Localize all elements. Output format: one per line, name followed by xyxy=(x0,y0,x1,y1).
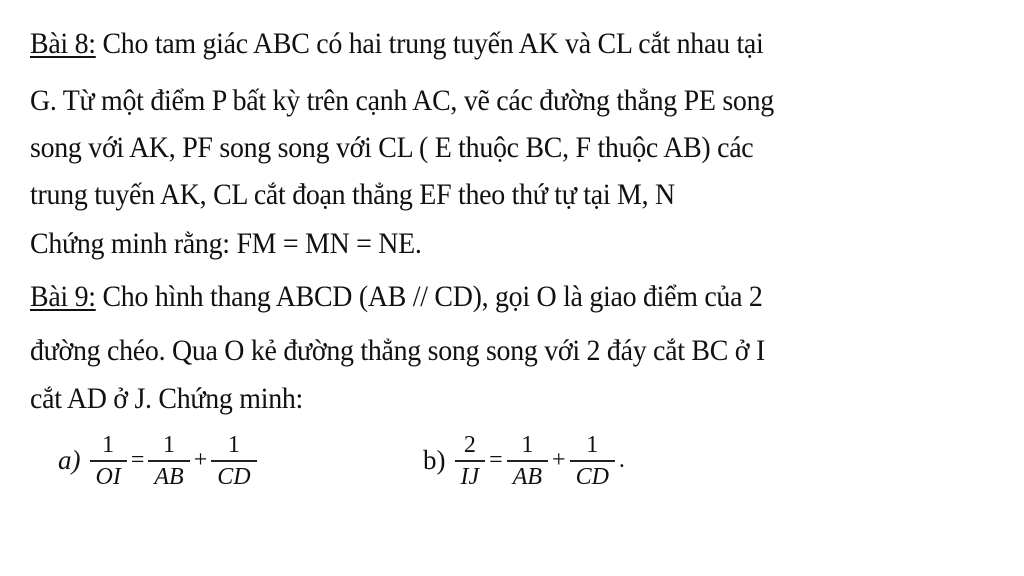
formula-a-equals: = xyxy=(130,447,145,474)
formula-b xyxy=(423,430,626,492)
formula-b-label: b) xyxy=(423,445,446,476)
formula-b-term2-fraction xyxy=(570,430,615,492)
formula-b-term2-denominator: CD xyxy=(575,463,609,490)
formula-a-term2-numerator: 1 xyxy=(227,432,240,458)
bai8-line-4: trung tuyến AK, CL cắt đoạn thẳng EF theo thứ tự tại M, N xyxy=(30,178,675,211)
bai9-line-1 xyxy=(30,279,763,315)
bai8-line-1 xyxy=(30,26,764,62)
bai9-text-1: Cho hình thang ABCD (AB // CD), gọi O là giao điểm của 2 xyxy=(95,280,763,313)
formula-a-lhs-numerator: 1 xyxy=(102,432,115,458)
bai8-line-5: Chứng minh rằng: FM = MN = NE. xyxy=(30,227,422,260)
bai8-title: Bài 8: xyxy=(30,27,96,60)
formula-b-plus: + xyxy=(552,447,566,474)
formula-a-label: a) xyxy=(58,445,81,476)
bai8-text-1: Cho tam giác ABC có hai trung tuyến AK và CL cắt nhau tại xyxy=(95,27,764,60)
formula-a-plus: + xyxy=(193,447,208,474)
formula-b-term1-fraction xyxy=(507,430,548,492)
bai9-line-3: cắt AD ở J. Chứng minh: xyxy=(30,382,304,415)
formula-a-term2-fraction xyxy=(211,430,256,492)
formula-b-lhs-denominator: IJ xyxy=(460,463,480,490)
formula-b-equals: = xyxy=(489,447,503,474)
formula-a-term1-numerator: 1 xyxy=(163,432,176,458)
formula-b-term2-numerator: 1 xyxy=(586,432,599,458)
formula-a-lhs-denominator: OI xyxy=(95,463,121,490)
formula-a-lhs-fraction xyxy=(90,430,127,492)
formula-b-term1-numerator: 1 xyxy=(521,432,534,458)
formula-b-lhs-numerator: 2 xyxy=(463,432,476,458)
formula-b-term1-denominator: AB xyxy=(512,463,543,490)
formula-a-term2-denominator: CD xyxy=(217,463,251,490)
bai9-title: Bài 9: xyxy=(30,280,96,313)
bai8-line-2: G. Từ một điểm P bất kỳ trên cạnh AC, vẽ các đường thẳng PE song xyxy=(30,84,774,117)
formula-b-period: . xyxy=(618,447,625,474)
bai9-line-2: đường chéo. Qua O kẻ đường thẳng song song với 2 đáy cắt BC ở I xyxy=(30,334,765,367)
formula-a xyxy=(58,430,260,492)
bai8-line-3: song với AK, PF song song với CL ( E thuộc BC, F thuộc AB) các xyxy=(30,131,754,164)
formula-b-lhs-fraction xyxy=(455,430,486,492)
formula-a-term1-fraction xyxy=(148,430,189,492)
formula-a-term1-denominator: AB xyxy=(154,463,184,490)
